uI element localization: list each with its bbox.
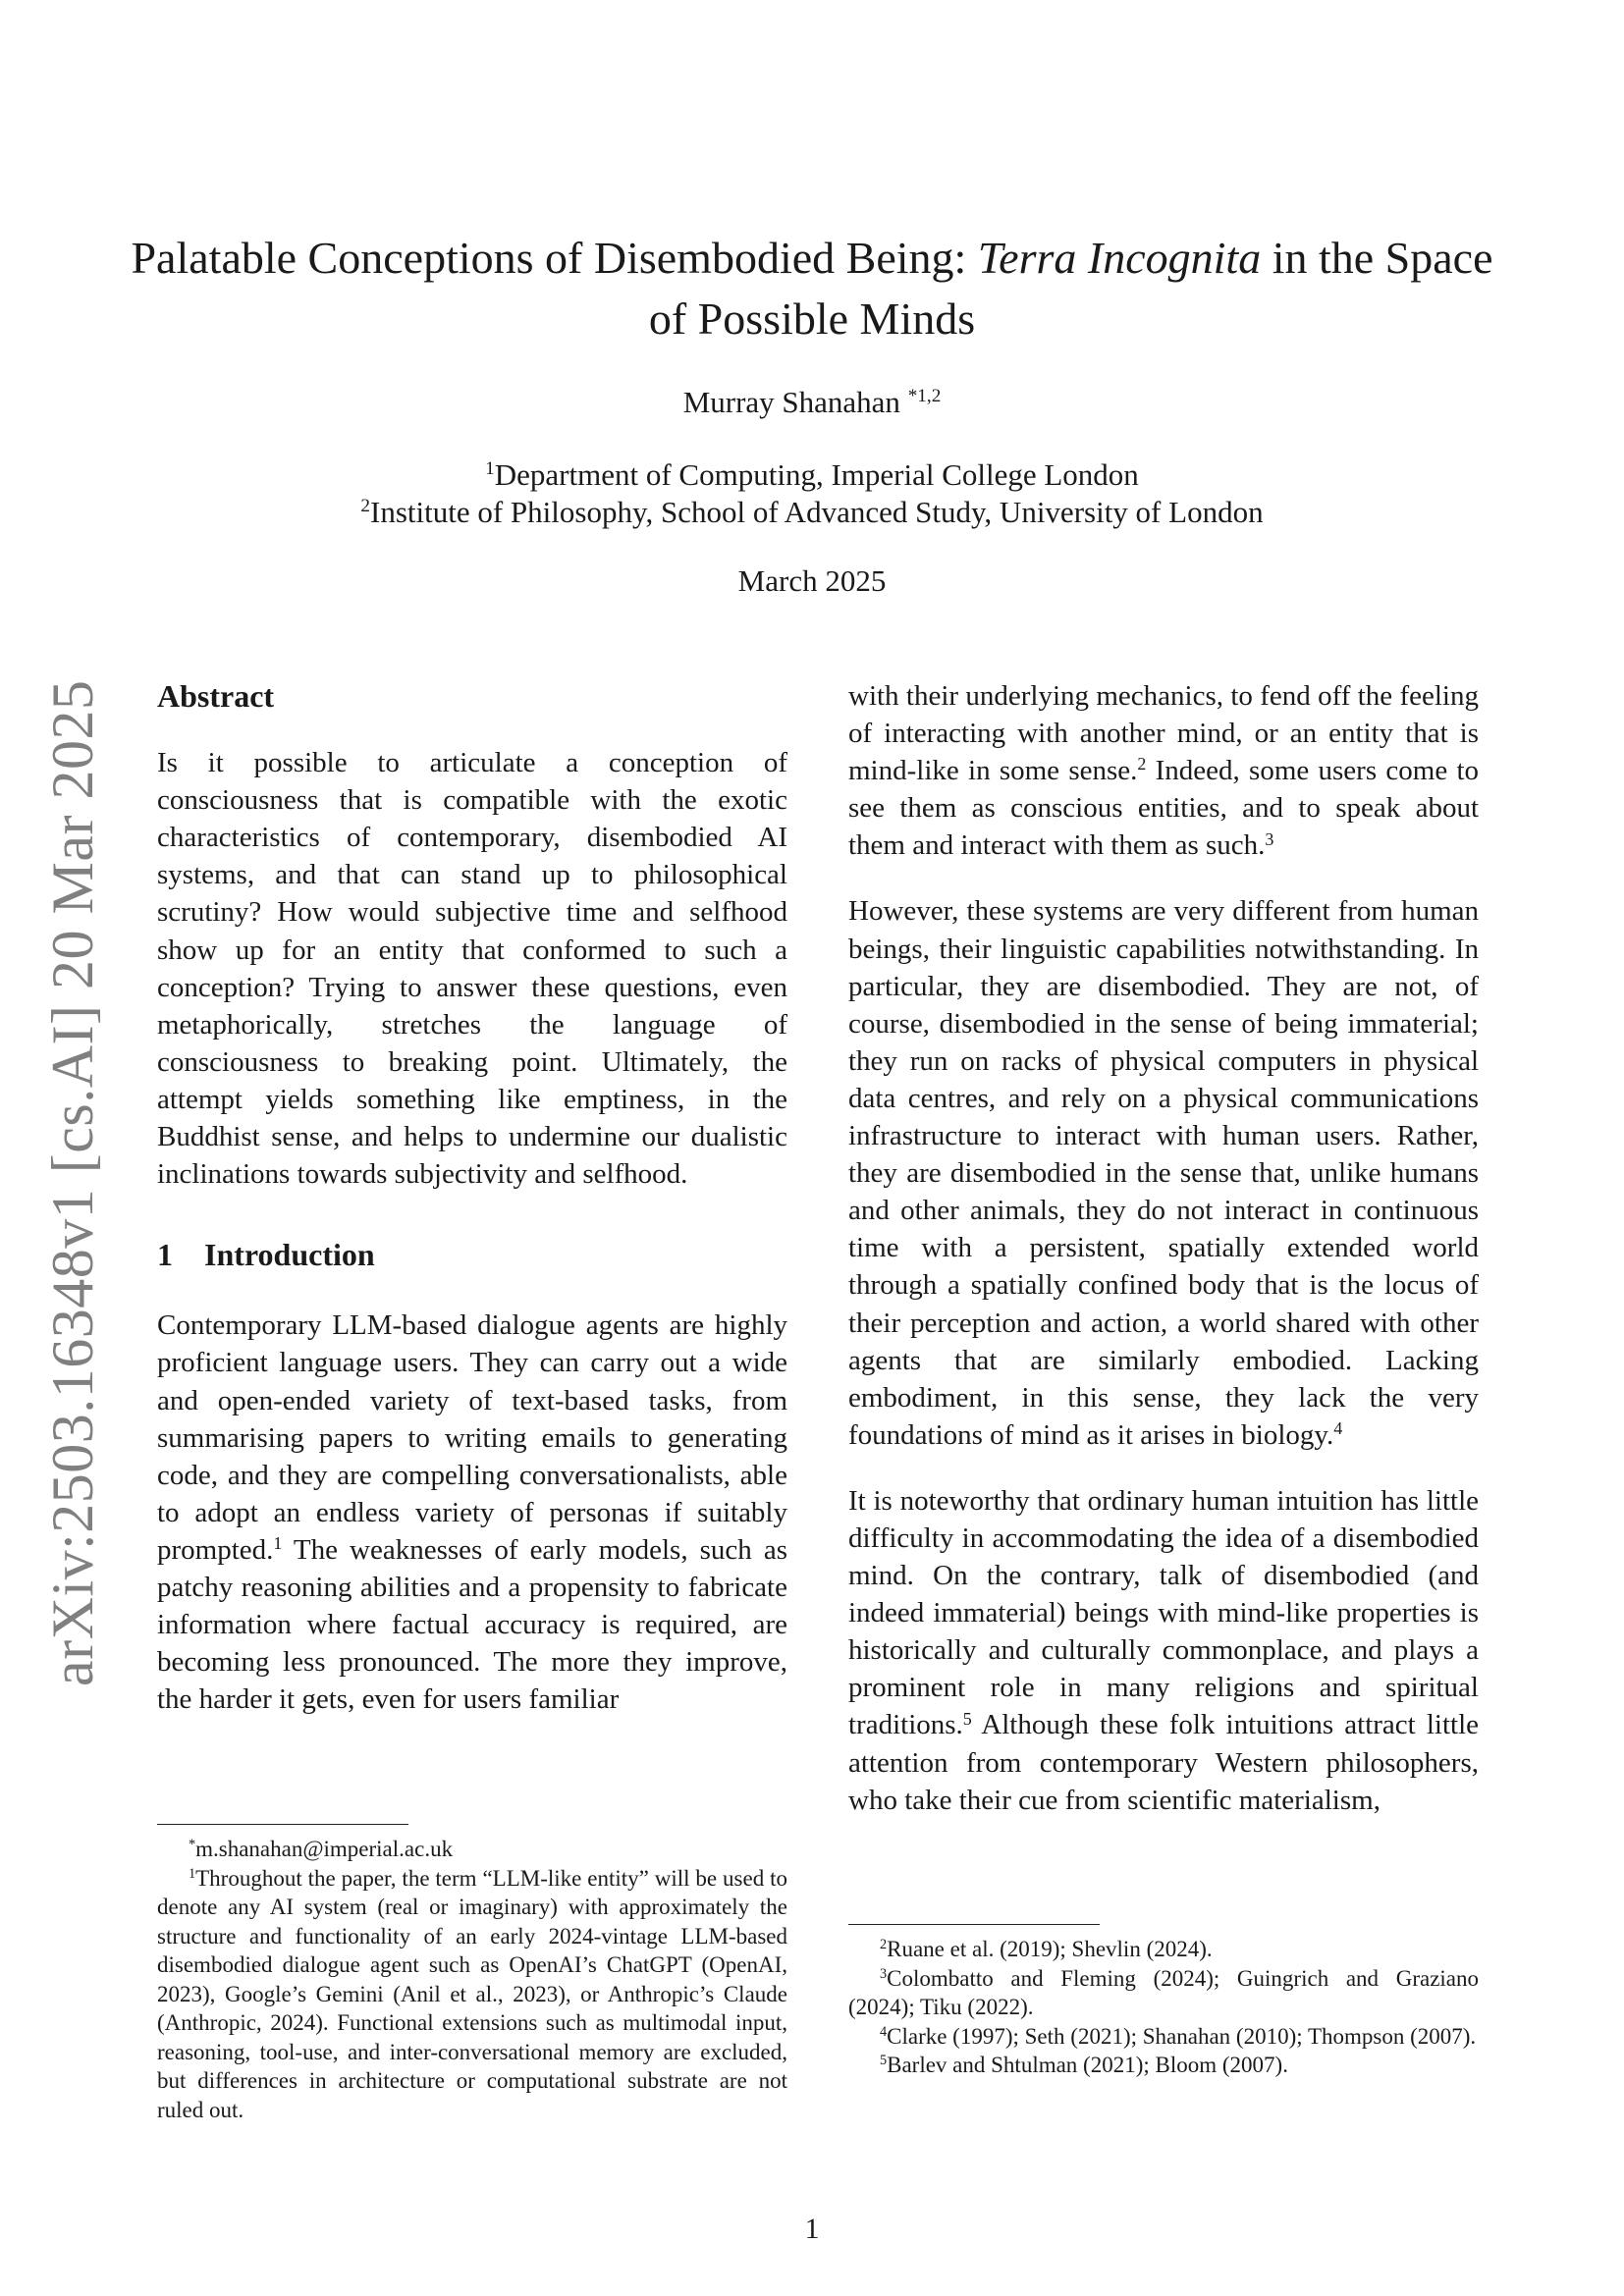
right-column-text (848, 677, 1479, 1847)
abstract-text: Is it possible to articulate a conception of consciousness that is compatible with the exotic characteristics of contemporary, disembodied AI systems, and that can stand up to philosophical scrutiny? How would subjective time and selfhood show up for an entity that conformed to such a conception? Trying to answer these questions, even metaphorically, stretches the language of consciousness to breaking point. Ultimately, the attempt yields something like emptiness, in the Buddhist sense, and helps to undermine our dualistic inclinations towards subjectivity and selfhood. (157, 747, 787, 1191)
footnote-ref-4[interactable]: 4 (1333, 1417, 1343, 1438)
page-number: 1 (804, 2213, 820, 2245)
intro-paragraph-1-continued: with their underlying mechanics, to fend off the feeling of interacting with another mind, or an entity that is mind-like in some sense.$^2$ Indeed, some users come to see them as conscious entities, and to speak about them and interact with them as such.$^3$ (848, 680, 1480, 862)
footnote-4: $^4$Clarke (1997); Seth (2021); Shanahan (2010); Thompson (2007). (880, 2023, 1477, 2049)
footnote-1: $^1$Throughout the paper, the term “LLM-like entity” will be used to denote any AI system (real or imaginary) with approximately the structure and functionality of an early 2024-vintage LLM-based disembodied dialogue agent such as OpenAI’s ChatGPT (OpenAI, 2023), Google’s Gemini (Anil et al., 2023), or Anthropic’s Claude (Anthropic, 2024). Functional extensions such as multimodal input, reasoning, tool-use, and inter-conversational memory are excluded, but differences in architecture or computational substrate are not ruled out. (157, 1865, 787, 2122)
footnote-rule (157, 1824, 408, 1825)
footnote-ref-2[interactable]: 2 (1137, 754, 1147, 774)
author-name: Murray Shanahan (682, 385, 908, 419)
footnote-ref-1[interactable]: 1 (273, 1533, 283, 1553)
footnotes-left (157, 1824, 787, 2124)
left-column (157, 677, 787, 1746)
title-italic: Terra Incognita (977, 233, 1262, 283)
paper-date: March 2025 (737, 563, 887, 598)
affiliation-2: $^2$Institute of Philosophy, School of Advanced Study, University of London (360, 495, 1264, 529)
section-heading: 1 Introduction (157, 1237, 375, 1273)
footnote-ref-5[interactable]: 5 (962, 1708, 972, 1729)
paper-title: Palatable Conceptions of Disembodied Being: Terra Incognita in the Space of Possible Minds (131, 233, 1493, 344)
author-line (0, 385, 1624, 420)
footnote-3: $^3$Colombatto and Fleming (2024); Guingrich and Graziano (2024); Tiku (2022). (848, 1965, 1479, 2019)
affiliation-1: $^1$Department of Computing, Imperial College London (485, 457, 1139, 492)
footnote-email: *m.shanahan@imperial.ac.uk (189, 1837, 454, 1861)
footnote-5: $^5$Barlev and Shtulman (2021); Bloom (2007). (880, 2053, 1288, 2077)
intro-paragraph-2: However, these systems are very different from human beings, their linguistic capabilities notwithstanding. In particular, they are disembodied. They are not, of course, disembodied in the sense of being immaterial; they run on racks of physical computers in physical data centres, and rely on a physical communications infrastructure to interact with human users. Rather, they are disembodied in the sense that, unlike humans and other animals, they do not interact in continuous time with a persistent, spatially extended world through a spatially confined body that is the locus of their perception and action, a world shared with other agents that are similarly embodied. Lacking embodiment, in this sense, they lack the very foundations of mind as it arises in biology.$^4$ (848, 895, 1479, 1451)
intro-paragraph-3: It is noteworthy that ordinary human intuition has little difficulty in accommodating the idea of a disembodied mind. On the contrary, talk of disembodied (and indeed immaterial) beings with mind-like properties is historically and culturally commonplace, and plays a prominent role in many religions and spiritual traditions.$^5$ Although these folk intuitions attract little attention from contemporary Western philosophers, who take their cue from scientific materialism, (848, 1484, 1479, 1816)
intro-paragraph-1: Contemporary LLM-based dialogue agents are highly proficient language users. They can carry out a wide and open-ended variety of text-based tasks, from summarising papers to writing emails to generating code, and they are compelling conversationalists, able to adopt an endless variety of personas if suitably prompted.$^1$ The weaknesses of early models, such as patchy reasoning abilities and a propensity to fabricate information where factual accuracy is required, are becoming less pronounced. The more they improve, the harder it gets, even for users familiar (157, 1309, 787, 1716)
footnotes-right (848, 1924, 1479, 2080)
abstract-heading: Abstract (157, 678, 275, 714)
footnote-ref-3[interactable]: 3 (1265, 828, 1274, 849)
arxiv-stamp: arXiv:2503.16348v1 [cs.AI] 20 Mar 2025 (40, 679, 105, 1686)
footnote-2: $^2$Ruane et al. (2019); Shevlin (2024). (880, 1937, 1213, 1961)
author-marks: *1,2 (907, 386, 942, 407)
footnote-rule (848, 1924, 1100, 1925)
